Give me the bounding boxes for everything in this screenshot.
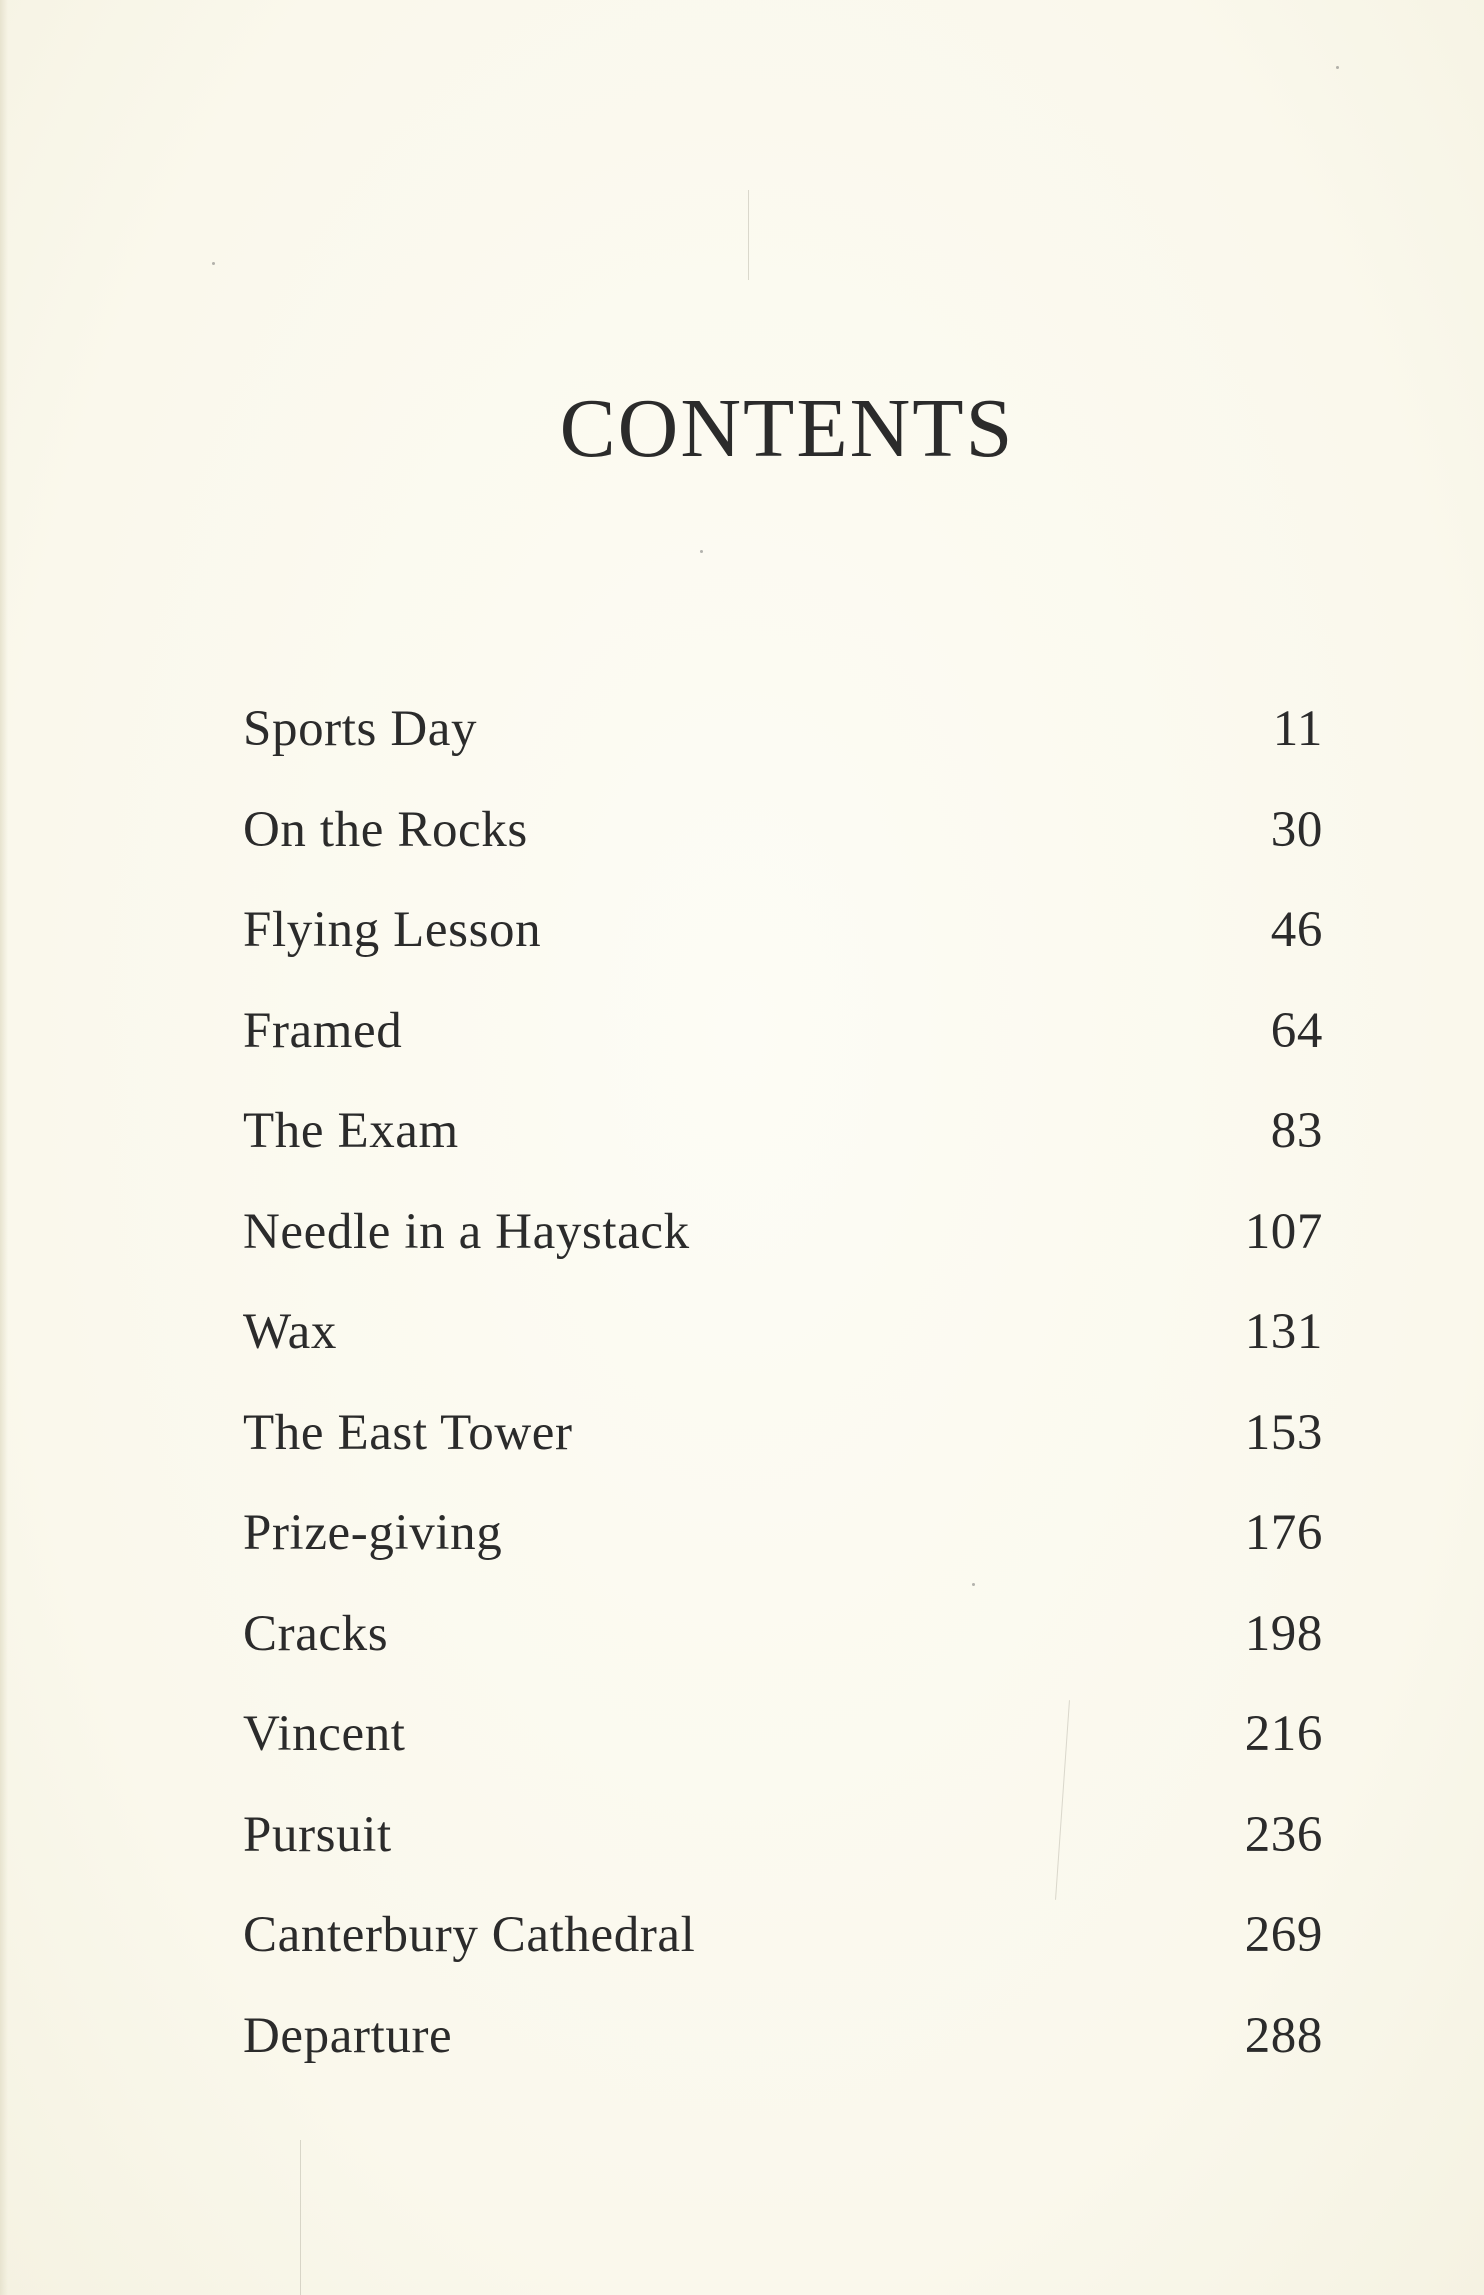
toc-entry-page: 11 <box>1272 701 1323 757</box>
toc-entry-title: The Exam <box>243 1103 459 1159</box>
toc-entry-page: 153 <box>1244 1404 1323 1461</box>
toc-entry-title: Cracks <box>243 1605 389 1662</box>
toc-entry <box>243 2007 1323 2108</box>
toc-entry <box>243 1705 1323 1806</box>
toc-entry-title: The East Tower <box>243 1404 573 1461</box>
toc-entry-title: Canterbury Cathedral <box>243 1907 696 1963</box>
toc-entry-title: Pursuit <box>243 1806 392 1863</box>
toc-entry-title: Sports Day <box>243 701 478 757</box>
toc-entry <box>243 1806 1323 1907</box>
paper-speck <box>1336 66 1339 69</box>
toc-entry-page: 269 <box>1244 1907 1323 1963</box>
toc-entry <box>243 1404 1323 1505</box>
toc-entry-page: 107 <box>1244 1203 1323 1260</box>
toc-entry <box>243 1203 1323 1304</box>
toc-entry-page: 198 <box>1244 1605 1323 1662</box>
toc-entry <box>243 1504 1323 1605</box>
table-of-contents <box>243 700 1323 2107</box>
toc-entry-page: 83 <box>1270 1103 1323 1159</box>
toc-entry-page: 176 <box>1244 1505 1323 1561</box>
toc-entry-title: On the Rocks <box>243 801 528 858</box>
toc-entry <box>243 1102 1323 1203</box>
toc-entry-title: Needle in a Haystack <box>243 1203 690 1260</box>
toc-entry <box>243 901 1323 1002</box>
paper-speck <box>212 262 215 265</box>
toc-entry-page: 131 <box>1244 1304 1323 1360</box>
toc-entry-title: Framed <box>243 1002 403 1059</box>
toc-entry-title: Wax <box>243 1304 337 1360</box>
toc-entry-page: 46 <box>1270 902 1323 958</box>
paper-crease <box>300 2140 301 2295</box>
toc-entry-title: Vincent <box>243 1706 406 1762</box>
page-title: CONTENTS <box>559 382 1015 475</box>
toc-entry-page: 236 <box>1244 1806 1323 1863</box>
toc-entry <box>243 700 1323 801</box>
toc-entry-page: 216 <box>1244 1706 1323 1762</box>
paper-speck <box>700 550 703 553</box>
toc-entry <box>243 1605 1323 1706</box>
toc-entry-title: Departure <box>243 2007 453 2064</box>
page-edge-shadow <box>0 0 8 2295</box>
toc-entry-page: 64 <box>1270 1002 1323 1059</box>
toc-entry <box>243 1303 1323 1404</box>
toc-entry-title: Flying Lesson <box>243 902 542 958</box>
toc-entry <box>243 1002 1323 1103</box>
toc-entry <box>243 801 1323 902</box>
paper-crease <box>748 190 749 280</box>
toc-entry-page: 30 <box>1270 801 1323 858</box>
toc-entry-page: 288 <box>1244 2007 1323 2064</box>
toc-entry <box>243 1906 1323 2007</box>
toc-entry-title: Prize-giving <box>243 1505 503 1561</box>
